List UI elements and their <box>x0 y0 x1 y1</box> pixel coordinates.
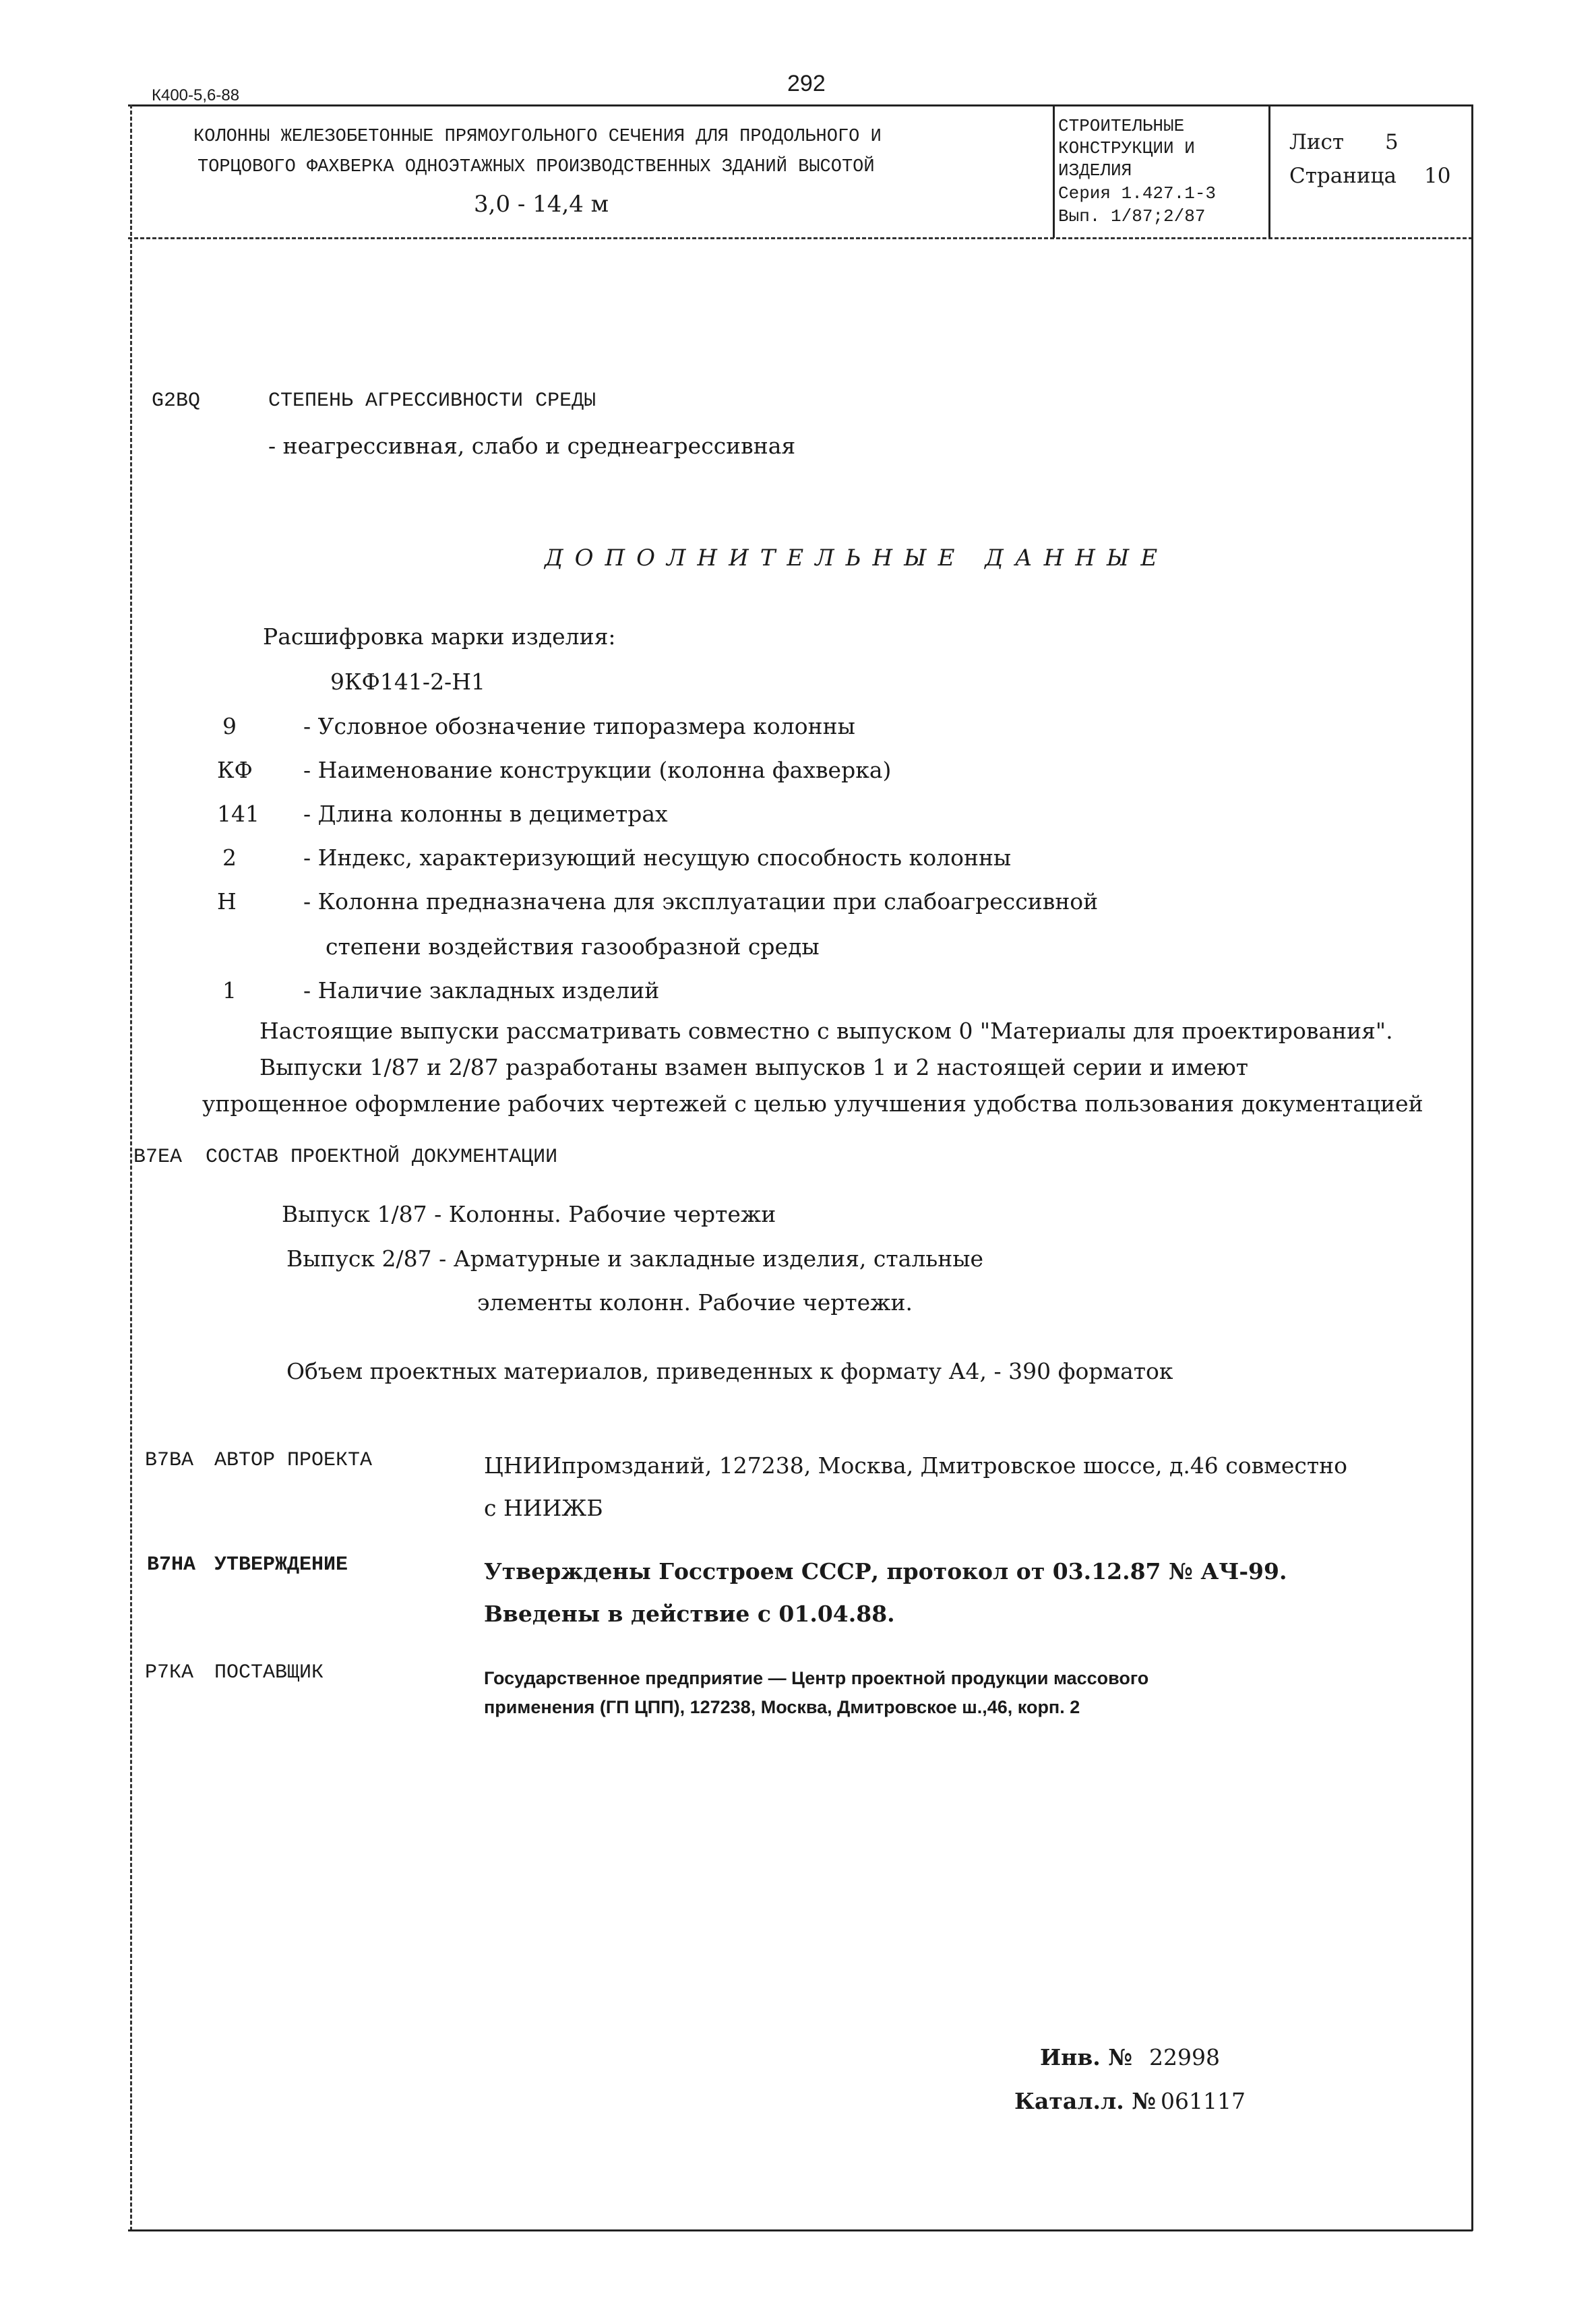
category-line-3: ИЗДЕЛИЯ <box>1058 160 1132 181</box>
aggressiveness-heading: СТЕПЕНЬ АГРЕССИВНОСТИ СРЕДЫ <box>268 390 596 412</box>
supplier-label: ПОСТАВЩИК <box>214 1661 324 1684</box>
title-line-3: 3,0 - 14,4 м <box>474 191 609 218</box>
approval-line-1: Утверждены Госстроем СССР, протокол от 03.12.87 № АЧ-99. <box>484 1558 1287 1584</box>
page-value: 10 <box>1424 164 1451 188</box>
composition-volume: Объем проектных материалов, приведенных к формату А4, - 390 форматок <box>286 1358 1173 1384</box>
issue-label: Вып. 1/87;2/87 <box>1058 206 1206 226</box>
supplier-line-1: Государственное предприятие — Центр проектной продукции массового <box>484 1668 1149 1688</box>
mark-key-4: 2 <box>222 844 237 871</box>
bottom-rule <box>128 2229 1473 2231</box>
composition-heading: СОСТАВ ПРОЕКТНОЙ ДОКУМЕНТАЦИИ <box>206 1146 558 1169</box>
mark-text-2: - Наименование конструкции (колонна фахверка) <box>303 757 892 783</box>
header-divider-2 <box>1268 104 1270 238</box>
series-label: Серия 1.427.1-3 <box>1058 183 1217 204</box>
catalog-value: 061117 <box>1161 2088 1246 2114</box>
author-line-2: с НИИЖБ <box>484 1495 603 1521</box>
header-divider-1 <box>1053 104 1055 238</box>
composition-issue-2-cont: элементы колонн. Рабочие чертежи. <box>477 1289 913 1316</box>
aggressiveness-text: - неагрессивная, слабо и среднеагрессивная <box>268 433 796 459</box>
author-line-1: ЦНИИпромзданий, 127238, Москва, Дмитровское шоссе, д.46 совместно <box>484 1452 1348 1479</box>
title-line-2: ТОРЦОВОГО ФАХВЕРКА ОДНОЭТАЖНЫХ ПРОИЗВОДСТВЕННЫХ ЗДАНИЙ ВЫСОТОЙ <box>197 157 875 177</box>
approval-label: УТВЕРЖДЕНИЕ <box>214 1553 348 1576</box>
inventory-value: 22998 <box>1149 2044 1220 2070</box>
supplier-code: Р7КА <box>145 1661 194 1684</box>
mark-key-5: Н <box>217 888 237 915</box>
mark-key-3: 141 <box>217 801 259 827</box>
inventory-label: Инв. № <box>1040 2044 1133 2070</box>
mark-text-6: - Наличие закладных изделий <box>303 977 660 1004</box>
mark-text-5-cont: степени воздействия газообразной среды <box>326 933 820 960</box>
catalog-label: Катал.л. № <box>1014 2088 1157 2114</box>
top-rule <box>128 104 1473 106</box>
mark-text-5: - Колонна предназначена для эксплуатации при слабоагрессивной <box>303 888 1099 915</box>
sheet-label: Лист <box>1289 130 1345 154</box>
author-label: АВТОР ПРОЕКТА <box>214 1449 373 1472</box>
category-line-2: КОНСТРУКЦИИ И <box>1058 138 1195 158</box>
mark-text-3: - Длина колонны в дециметрах <box>303 801 668 827</box>
aggressiveness-code: G2BQ <box>152 390 201 412</box>
approval-code: В7НА <box>147 1553 196 1576</box>
header-bottom-rule <box>128 237 1473 239</box>
product-mark: 9КФ141-2-Н1 <box>330 669 485 695</box>
decoding-label: Расшифровка марки изделия: <box>263 623 616 650</box>
supplier-line-2: применения (ГП ЦПП), 127238, Москва, Дмитровское ш.,46, корп. 2 <box>484 1697 1080 1717</box>
right-margin-line <box>1471 104 1473 2231</box>
left-margin-line <box>130 104 132 2231</box>
note-line-2: Выпуски 1/87 и 2/87 разработаны взамен выпусков 1 и 2 настоящей серии и имеют <box>259 1054 1248 1080</box>
title-line-1: КОЛОННЫ ЖЕЛЕЗОБЕТОННЫЕ ПРЯМОУГОЛЬНОГО СЕЧЕНИЯ ДЛЯ ПРОДОЛЬНОГО И <box>193 127 882 147</box>
mark-key-2: КФ <box>217 757 253 783</box>
document-code: К400-5,6-88 <box>152 86 240 104</box>
category-line-1: СТРОИТЕЛЬНЫЕ <box>1058 116 1185 136</box>
note-line-1: Настоящие выпуски рассматривать совместно с выпуском 0 "Материалы для проектирования". <box>259 1018 1393 1044</box>
additional-heading: ДОПОЛНИТЕЛЬНЫЕ ДАННЫЕ <box>545 545 1169 572</box>
mark-text-1: - Условное обозначение типоразмера колонны <box>303 713 855 739</box>
mark-key-1: 9 <box>222 713 237 739</box>
composition-issue-1: Выпуск 1/87 - Колонны. Рабочие чертежи <box>282 1201 776 1227</box>
page-number: 292 <box>787 71 826 96</box>
composition-code: В7ЕА <box>133 1146 183 1169</box>
approval-line-2: Введены в действие с 01.04.88. <box>484 1601 895 1627</box>
sheet-value: 5 <box>1385 130 1399 154</box>
note-line-3: упрощенное оформление рабочих чертежей с целью улучшения удобства пользования документацией <box>202 1090 1423 1117</box>
author-code: В7ВА <box>145 1449 194 1472</box>
mark-key-6: 1 <box>222 977 237 1004</box>
page-label: Страница <box>1289 164 1396 188</box>
composition-issue-2: Выпуск 2/87 - Арматурные и закладные изделия, стальные <box>286 1245 984 1272</box>
mark-text-4: - Индекс, характеризующий несущую способность колонны <box>303 844 1012 871</box>
